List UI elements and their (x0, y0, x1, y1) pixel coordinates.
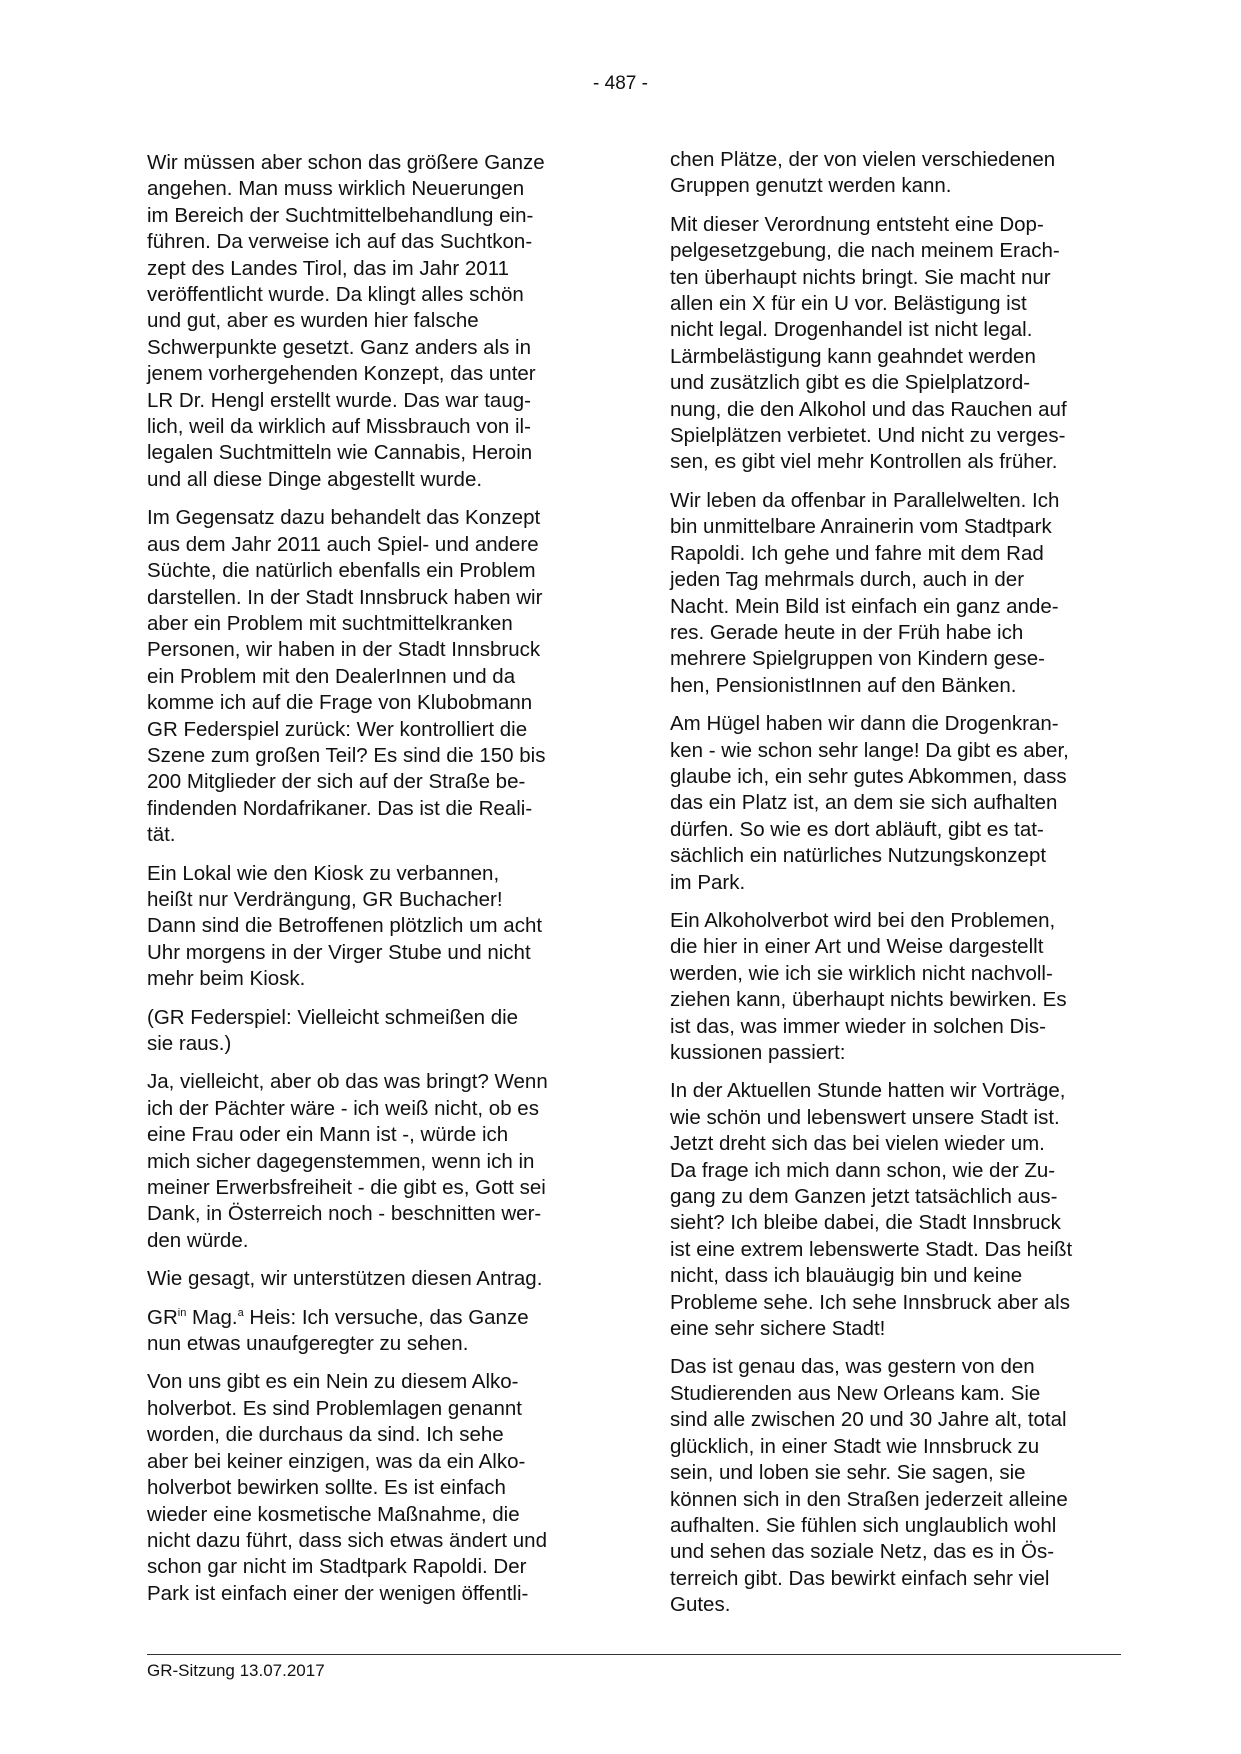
interjection-paragraph: (GR Federspiel: Vielleicht schmeißen die sie raus.) (147, 1005, 519, 1055)
paragraph: Wie gesagt, wir unterstützen diesen Antrag. (147, 1267, 543, 1291)
paragraph: Wir leben da offenbar in Parallelwelten. Ich bin unmittelbare Anrainerin vom Stadtpark Rapoldi. Ich gehe und fahre mit dem Rad jeden Tag mehrmals durch, auch in der Nacht. Mein Bild ist einfach ein ganz ande- res. Gerade heute in der Früh habe ich mehrere Spielgruppen von Kindern gese- hen, PensionistInnen auf den Bänken. (670, 488, 1060, 697)
right-column (670, 147, 1120, 1631)
speaker-degree: Mag. (186, 1305, 238, 1329)
paragraph: Ein Alkoholverbot wird bei den Problemen, die hier in einer Art und Weise dargestellt werden, wie ich sie wirklich nicht nachvoll- ziehen kann, überhaupt nichts bewirken. Es ist das, was immer wieder in solchen Dis- kussionen passiert: (670, 908, 1067, 1064)
speaker-text: : Ich versuche, das Ganze nun etwas unaufgeregter zu sehen. (147, 1305, 529, 1356)
paragraph: Wir müssen aber schon das größere Ganze angehen. Man muss wirklich Neuerungen im Bereich der Suchtmittelbehandlung ein- führen. Da verweise ich auf das Suchtkon- zept des Landes Tirol, das im Jahr 2011 veröffentlicht wurde. Da klingt alles schön und gut, aber es wurden hier falsche Schwerpunkte gesetzt. Ganz anders als in jenem vorhergehenden Konzept, das unter LR Dr. Hengl erstellt wurde. Das war taug- lich, weil da wirklich auf Missbrauch von il- legalen Suchtmitteln wie Cannabis, Heroin und all diese Dinge abgestellt wurde. (147, 151, 545, 491)
page-number: - 487 - (593, 73, 648, 94)
paragraph: Mit dieser Verordnung entsteht eine Dop- pelgesetzgebung, die nach meinem Erach- ten überhaupt nichts bringt. Sie macht nur allen ein X für ein U vor. Belästigung ist nicht legal. Drogenhandel ist nicht legal. Lärmbelästigung kann geahndet werden und zusätzlich gibt es die Spielplatzord- nung, die den Alkohol und das Rauchen auf Spielplätzen verbietet. Und nicht zu verges- sen, es gibt viel mehr Kontrollen als früher. (670, 212, 1067, 474)
paragraph: Am Hügel haben wir dann die Drogenkran- ken - wie schon sehr lange! Da gibt es aber, glaube ich, ein sehr gutes Abkommen, dass das ein Platz ist, an dem sie sich aufhalten dürfen. So wie es dort abläuft, gibt es tat- sächlich ein natürliches Nutzungskonzept im Park. (670, 712, 1069, 894)
speaker-title-suffix: in (177, 1306, 187, 1319)
speaker-title: GR (147, 1305, 178, 1329)
paragraph: In der Aktuellen Stunde hatten wir Vorträge, wie schön und lebenswert unsere Stadt ist. Jetzt dreht sich das bei vielen wieder um. Da frage ich mich dann schon, wie der Zu- gang zu dem Ganzen jetzt tatsächlich aus- sieht? Ich bleibe dabei, die Stadt Innsbruck ist eine extrem lebenswerte Stadt. Das heißt nicht, dass ich blauäugig bin und keine Probleme sehe. Ich sehe Innsbruck aber als eine sehr sichere Stadt! (670, 1079, 1073, 1341)
paragraph: Das ist genau das, was gestern von den Studierenden aus New Orleans kam. Sie sind alle zwischen 20 und 30 Jahre alt, total glücklich, in einer Stadt wie Innsbruck zu sein, und loben sie sehr. Sie sagen, sie können sich in den Straßen jederzeit alleine aufhalten. Sie fühlen sich unglaublich wohl und sehen das soziale Netz, das es in Ös- terreich gibt. Das bewirkt einfach sehr viel Gutes. (670, 1355, 1068, 1617)
speaker-name: Heis (243, 1305, 291, 1329)
speaker-degree-suffix: a (237, 1306, 244, 1319)
left-column (147, 150, 597, 1619)
footer-divider (147, 1654, 1121, 1655)
paragraph: Im Gegensatz dazu behandelt das Konzept aus dem Jahr 2011 auch Spiel- und andere Süchte, die natürlich ebenfalls ein Problem darstellen. In der Stadt Innsbruck haben wir aber ein Problem mit suchtmittelkranken Personen, wir haben in der Stadt Innsbruck ein Problem mit den DealerInnen und da komme ich auf die Frage von Klubobmann GR Federspiel zurück: Wer kontrolliert die Szene zum großen Teil? Es sind die 150 bis 200 Mitglieder der sich auf der Straße be- findenden Nordafrikaner. Das ist die Reali- tät. (147, 506, 546, 847)
speaker-paragraph (147, 1305, 597, 1358)
paragraph: chen Plätze, der von vielen verschiedenen Gruppen genutzt werden kann. (670, 148, 1056, 198)
paragraph: Von uns gibt es ein Nein zu diesem Alko- holverbot. Es sind Problemlagen genannt worden, die durchaus da sind. Ich sehe aber bei keiner einzigen, was da ein Alko- holverbot bewirken sollte. Es ist einfach wieder eine kosmetische Maßnahme, die nicht dazu führt, dass sich etwas ändert und schon gar nicht im Stadtpark Rapoldi. Der Park ist einfach einer der wenigen öffentli- (147, 1370, 547, 1605)
paragraph: Ja, vielleicht, aber ob das was bringt? Wenn ich der Pächter wäre - ich weiß nicht, ob es eine Frau oder ein Mann ist -, würde ich mich sicher dagegenstemmen, wenn ich in meiner Erwerbsfreiheit - die gibt es, Gott sei Dank, in Österreich noch - beschnitten wer- den würde. (147, 1070, 548, 1252)
paragraph: Ein Lokal wie den Kiosk zu verbannen, heißt nur Verdrängung, GR Buchacher! Dann sind die Betroffenen plötzlich um acht Uhr morgens in der Virger Stube und nicht mehr beim Kiosk. (147, 861, 543, 991)
footer-session-date: GR-Sitzung 13.07.2017 (147, 1661, 325, 1680)
